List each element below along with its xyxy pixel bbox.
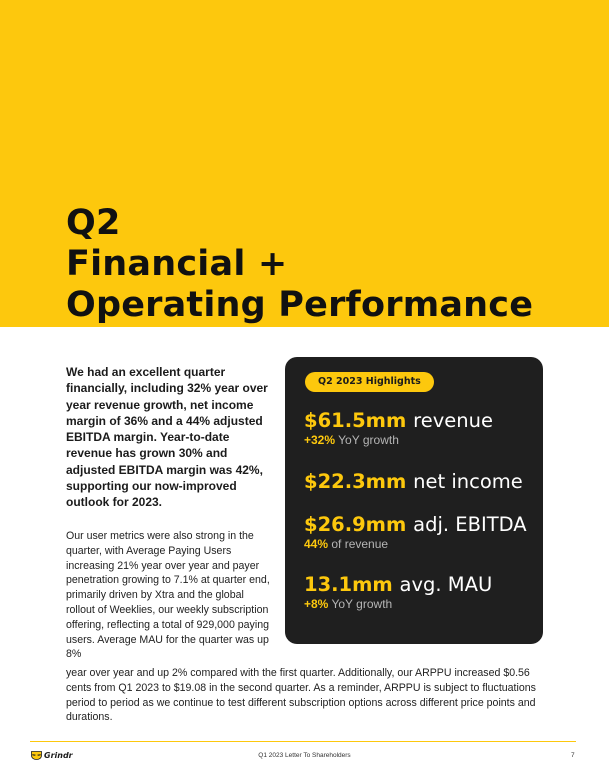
title-line-1: Q2 [66, 203, 121, 243]
stat-sub-label: YoY growth [338, 433, 399, 447]
stat-value: $61.5mm [304, 409, 407, 432]
stat-sub-label: of revenue [331, 537, 389, 551]
lead-paragraph: We had an excellent quarter financially, including 32% year over year revenue growth, net income margin of 36% and a 44% adjusted EBITDA margin. Year-to-date revenue has grown 30% and adjusted EBITDA margin was 42%, supporting our now-improved outlook for 2023. [66, 365, 268, 510]
body-paragraph: Our user metrics were also strong in the quarter, with Average Paying Users increasing 21% year over year and payer penetration growing to 7.1% at quarter end, primarily driven by Xtra and the global rollout of Weeklies, our weekly subscription offering, reflecting a total of 929,000 paying users. Average MAU for the quarter was up 8% [66, 530, 270, 661]
stat-adj-ebitda [304, 513, 527, 551]
page-number: 7 [571, 752, 575, 759]
title-line-2: Financial + [66, 244, 288, 284]
highlights-badge: Q2 2023 Highlights [305, 372, 434, 392]
stat-label: net income [413, 470, 523, 493]
footer-divider [30, 741, 576, 742]
stat-revenue [304, 409, 493, 447]
stat-label: adj. EBITDA [413, 513, 527, 536]
stat-label: avg. MAU [399, 573, 493, 596]
stat-value: 13.1mm [304, 573, 393, 596]
stat-value: $26.9mm [304, 513, 407, 536]
stat-value: $22.3mm [304, 470, 407, 493]
page-title [66, 203, 533, 326]
logo-wordmark: Grindr [44, 751, 73, 760]
body-paragraph-continued: year over year and up 2% compared with the first quarter. Additionally, our ARPPU increased $0.56 cents from Q1 2023 to $19.08 in the second quarter. As a reminder, ARPPU is subject to fluctuations period to period as we continue to test different subscription options across different price points and durations. [66, 667, 536, 724]
footer-document-title: Q1 2023 Letter To Shareholders [258, 752, 351, 759]
stat-net-income [304, 470, 523, 494]
highlights-panel [285, 357, 543, 644]
title-line-3: Operating Performance [66, 285, 534, 325]
stat-sub-value: +8% [304, 597, 329, 611]
stat-avg-mau [304, 573, 492, 611]
stat-label: revenue [413, 409, 493, 432]
stat-sub-value: 44% [304, 537, 329, 551]
stat-sub-label: YoY growth [331, 597, 393, 611]
stat-sub-value: +32% [304, 433, 336, 447]
